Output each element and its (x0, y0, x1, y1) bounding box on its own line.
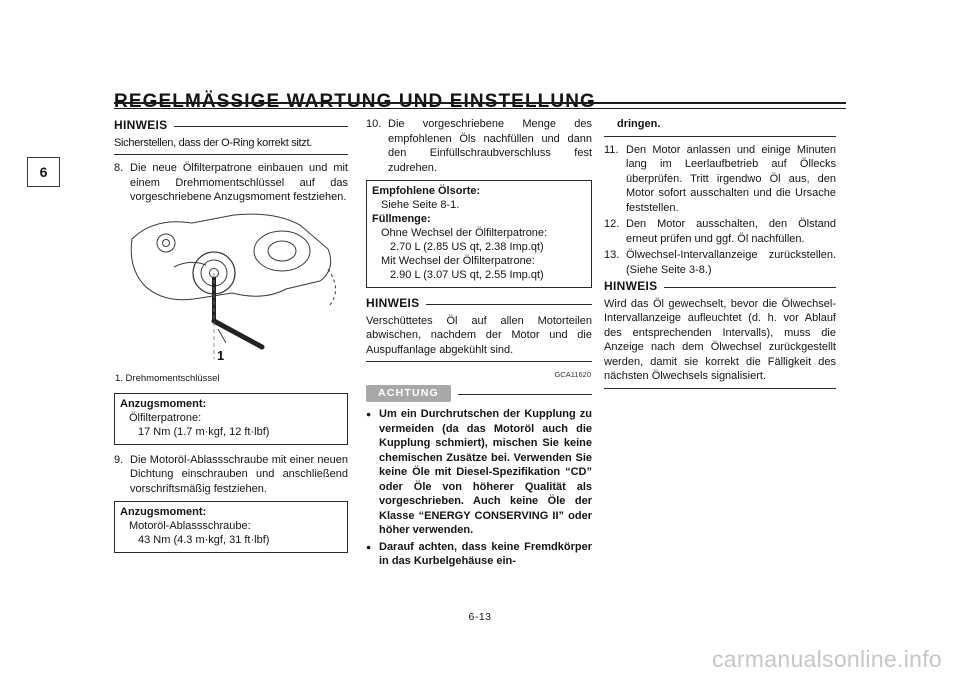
bullet-icon: ● (366, 541, 372, 552)
spec-line: Ohne Wechsel der Ölfilterpatrone: (381, 227, 548, 239)
caution-bullet-1 (366, 407, 592, 538)
engine-illustration (114, 209, 348, 367)
heading-rule (174, 126, 348, 127)
hinweis-heading (366, 296, 592, 311)
hinweis-label: HINWEIS (604, 279, 658, 293)
hinweis-note: Sicherstellen, dass der O-Ring korrekt sitzt. (114, 136, 348, 156)
torque-wrench-figure (114, 209, 348, 372)
list-item-11 (604, 143, 836, 216)
list-item-number: 10. (366, 118, 382, 130)
spec-line: 2.70 L (2.85 US qt, 2.38 Imp.qt) (390, 241, 544, 253)
spec-line: 2.90 L (3.07 US qt, 2.55 Imp.qt) (390, 269, 544, 281)
caution-text: Um ein Durchrutschen der Kupplung zu vermeiden (da das Motoröl auch die Kupplung schmiert), mischen Sie keine chemischen Zusätze bei. Verwenden Sie keine Öle mit Diesel-Spezifikation “CD” oder Öle von höherer Qualität als vorgeschrieben. Auch keine Öle der Klasse “ENERGY CONSERVING II” oder höher verwenden. (379, 408, 592, 536)
spec-line: Siehe Seite 8-1. (381, 199, 460, 211)
figure-caption: 1. Drehmomentschlüssel (115, 373, 220, 384)
spec-title: Füllmenge: (372, 213, 431, 225)
watermark: carmanualsonline.info (711, 646, 942, 672)
spec-title: Anzugsmoment: (120, 397, 207, 410)
list-item-text: Die Motoröl-Ablassschraube mit einer neuen Dichtung einschrauben und anschließend vorschriftsmäßig festziehen. (130, 453, 348, 495)
caution-text-continuation: dringen. (604, 117, 836, 137)
spec-line: 17 Nm (1.7 m·kgf, 12 ft·lbf) (138, 425, 270, 438)
achtung-badge: ACHTUNG (366, 385, 451, 403)
heading-rule (458, 394, 592, 395)
title-divider (114, 102, 846, 109)
figure-callout-1: 1 (217, 347, 225, 363)
spec-line: Ölfilterpatrone: (129, 411, 202, 424)
left-column (114, 117, 348, 561)
list-item-text: Den Motor ausschalten, den Ölstand erneut prüfen und ggf. Öl nachfüllen. (626, 218, 836, 245)
heading-rule (664, 287, 836, 288)
list-item-13 (604, 248, 836, 277)
hinweis-heading (114, 118, 348, 133)
spec-line: 43 Nm (4.3 m·kgf, 31 ft·lbf) (138, 534, 270, 546)
torque-spec-box-oil-filter (114, 393, 348, 445)
list-item-8 (114, 161, 348, 205)
hinweis-label: HINWEIS (114, 118, 168, 132)
list-item-number: 11. (604, 143, 619, 156)
hinweis-note: Verschüttetes Öl auf allen Motorteilen abwischen, nachdem der Motor und die Auspuffanlage abgekühlt sind. (366, 314, 592, 363)
spec-line: Mit Wechsel der Ölfilterpatrone: (381, 255, 535, 267)
page-title: REGELMÄSSIGE WARTUNG UND EINSTELLUNG (114, 90, 596, 112)
caution-bullet-2 (366, 540, 592, 569)
spec-title: Empfohlene Ölsorte: (372, 185, 481, 197)
hinweis-label: HINWEIS (366, 296, 420, 310)
list-item-number: 13. (604, 249, 620, 261)
reference-code: GCA11620 (554, 370, 591, 379)
torque-spec-box-drain-bolt (114, 501, 348, 553)
spec-title: Anzugsmoment: (120, 506, 207, 518)
list-item-number: 8. (114, 162, 124, 174)
hinweis-note: Wird das Öl gewechselt, bevor die Ölwechsel-Intervallanzeige aufleuchtet (d. h. vor Ablauf des entsprechenden Intervalls), muss die Anzeige nach dem Ölwechsel zurückgestellt werden, damit sie korrekt die Fälligkeit des nächsten Ölwechsels signalisiert. (604, 297, 836, 389)
caution-text: Darauf achten, dass keine Fremdkörper in das Kurbelgehäuse ein- (379, 540, 592, 567)
list-item-number: 9. (114, 453, 124, 466)
list-item-text: Ölwechsel-Intervallanzeige zurückstellen. (Siehe Seite 3-8.) (626, 249, 836, 276)
list-item-text: Die neue Ölfilterpatrone einbauen und mit einem Drehmomentschlüssel auf das vorgeschriebene Anzugsmoment festziehen. (130, 162, 348, 203)
chapter-tab: 6 (27, 157, 60, 187)
heading-rule (426, 304, 592, 305)
list-item-number: 12. (604, 218, 620, 230)
list-item-10 (366, 117, 592, 175)
spec-line: Motoröl-Ablassschraube: (129, 520, 251, 532)
list-item-text: Den Motor anlassen und einige Minuten lang im Leerlaufbetrieb auf Öllecks überprüfen. Tritt irgendwo Öl aus, den Motor sofort ausschalten und die Ursache feststellen. (626, 143, 836, 214)
list-item-12 (604, 217, 836, 246)
right-column (604, 117, 836, 395)
achtung-heading (366, 385, 592, 403)
list-item-text: Die vorgeschriebene Menge des empfohlenen Öls nachfüllen und dann den Einfüllschraubverschluss fest zudrehen. (388, 118, 592, 174)
list-item-9 (114, 453, 348, 497)
recommended-oil-box (366, 180, 592, 288)
hinweis-heading (604, 279, 836, 294)
page-number: 6-13 (468, 611, 492, 623)
bullet-icon: ● (366, 409, 372, 419)
middle-column (366, 117, 592, 571)
